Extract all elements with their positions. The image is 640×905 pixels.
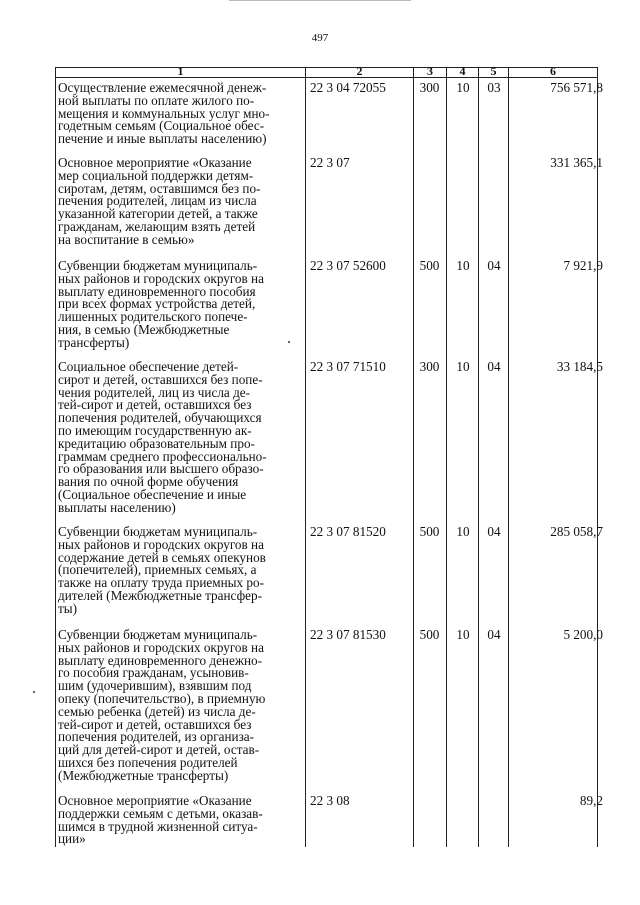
scan-speck — [33, 691, 35, 693]
row-col-4: 10 — [456, 258, 470, 273]
row-col-3: 500 — [419, 258, 440, 273]
header-col-2: 2 — [356, 64, 363, 78]
row-code: 22 3 04 72055 — [310, 80, 386, 95]
row-amount: 7 921,9 — [563, 258, 603, 273]
row-col-5: 04 — [487, 359, 501, 374]
row-code: 22 3 07 71510 — [310, 359, 386, 374]
row-amount: 33 184,5 — [556, 359, 603, 374]
row-col-4: 10 — [456, 524, 470, 539]
row-name: Социальное обеспечение детей- сирот и детей, оставшихся без попе- чения родителей, лиц из числа де- тей-сирот и детей, оставшихся без попечения родителей, обучающихся по имеющим государственную ак- кредитацию образовательным про- граммам среднего профессионально- го образования или высшего образо- вания по очной форме обучения (Социальное обеспечение и иные выплаты населению) — [58, 359, 267, 515]
row-col-3: 500 — [419, 524, 440, 539]
header-col-6: 6 — [550, 64, 556, 78]
row-name: Осуществление ежемесячной денеж- ной выплаты по оплате жилого по- мещения и коммунальных услуг мно- годетным семьям (Социальное обес- печение и иные выплаты населению) — [58, 80, 270, 147]
row-amount: 89,2 — [579, 793, 603, 808]
row-code: 22 3 07 — [310, 155, 350, 170]
row-code: 22 3 07 81530 — [310, 627, 386, 642]
column-divider — [446, 67, 447, 847]
header-col-1: 1 — [177, 64, 184, 78]
row-col-5: 03 — [487, 80, 501, 95]
row-code: 22 3 07 81520 — [310, 524, 386, 539]
row-col-5: 04 — [487, 627, 501, 642]
row-amount: 331 365,1 — [550, 155, 603, 170]
row-amount: 5 200,0 — [563, 627, 603, 642]
column-divider — [508, 67, 509, 847]
row-name: Субвенции бюджетам муниципаль- ных районов и городских округов на содержание детей в семьях опекунов (попечителей), приемных семьях, а также на оплату труда приемных ро- дителей (Межбюджетные трансфер- ты) — [58, 524, 266, 616]
page-number: 497 — [311, 32, 329, 44]
top-rule — [229, 0, 411, 1]
table-border-left — [55, 67, 56, 847]
row-code: 22 3 08 — [310, 793, 350, 808]
row-col-3: 300 — [419, 359, 440, 374]
column-divider — [478, 67, 479, 847]
row-name: Субвенции бюджетам муниципаль- ных районов и городских округов на выплату единовременного денежно- го пособия гражданам, усыновив- шим (удочерившим), взявшим под опеку (попечительство), в приемную семью ребенка (детей) из числа де- тей-сирот и детей, оставшихся без попечения родителей, из организа- ций для детей-сирот и детей, остав- шихся без попечения родителей (Межбюджетные трансферты) — [58, 627, 266, 783]
row-name: Основное мероприятие «Оказание мер социальной поддержки детям- сиротам, детям, оставшимся без по- печения родителей, лицам из числа указанной категории детей, а также гражданам, желающим взять детей на воспитание в семью» — [58, 155, 261, 247]
row-name: Основное мероприятие «Оказание поддержки семьям с детьми, оказав- шимся в трудной жизненной ситуа- ции» — [58, 793, 263, 847]
row-amount: 756 571,8 — [550, 80, 603, 95]
column-divider — [305, 67, 306, 847]
row-col-3: 300 — [419, 80, 440, 95]
row-col-4: 10 — [456, 80, 470, 95]
scan-speck — [288, 341, 290, 343]
header-col-5: 5 — [490, 64, 497, 78]
table-border-right — [597, 67, 598, 847]
row-amount: 285 058,7 — [550, 524, 603, 539]
row-col-5: 04 — [487, 524, 501, 539]
row-name: Субвенции бюджетам муниципаль- ных районов и городских округов на выплату единовременного пособия при всех формах устройства детей, лишенных родительского попече- ния, в семью (Межбюджетные трансферты) — [58, 258, 264, 350]
row-col-5: 04 — [487, 258, 501, 273]
row-code: 22 3 07 52600 — [310, 258, 386, 273]
row-col-4: 10 — [456, 627, 470, 642]
column-divider — [413, 67, 414, 847]
row-col-4: 10 — [456, 359, 470, 374]
header-col-3: 3 — [427, 64, 433, 78]
header-col-4: 4 — [459, 64, 466, 78]
row-col-3: 500 — [419, 627, 440, 642]
